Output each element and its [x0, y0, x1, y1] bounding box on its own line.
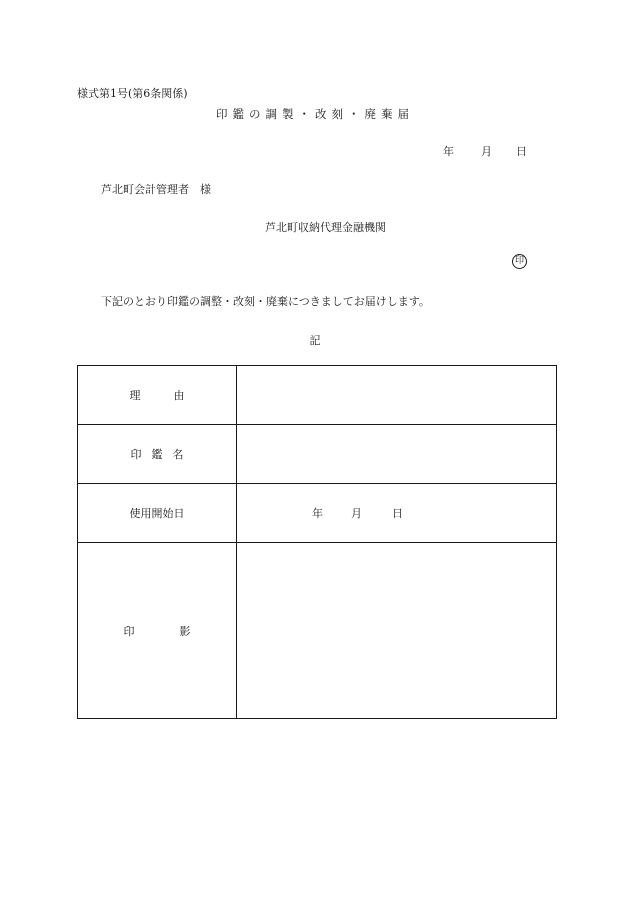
document-title: 印鑑の調製・改刻・廃棄届 — [216, 107, 414, 121]
impression-value-cell[interactable] — [237, 543, 557, 719]
date-month-label: 月 — [481, 145, 492, 158]
table-row-start-date — [78, 484, 557, 543]
date-year-label: 年 — [443, 145, 454, 158]
notification-table — [77, 365, 557, 719]
reason-label-part: 理 — [129, 389, 141, 402]
impression-label-part: 印 — [123, 624, 135, 638]
addressee: 芦北町会計管理者 様 — [101, 183, 211, 196]
table-row-reason — [78, 366, 557, 425]
reason-value-cell[interactable] — [237, 366, 557, 425]
table-row-impression — [78, 543, 557, 719]
body-text: 下記のとおり印鑑の調整・改刻・廃棄につきましてお届けします。 — [101, 295, 430, 308]
seal-mark-icon: 印 — [512, 254, 527, 269]
start-date-value-cell[interactable] — [237, 484, 557, 543]
start-date-year-label: 年 — [312, 507, 323, 520]
reason-label-part: 由 — [173, 389, 185, 402]
seal-name-label-part: 鑑 — [151, 448, 163, 461]
date-day-label: 日 — [516, 145, 527, 158]
seal-name-label-part: 名 — [172, 448, 184, 461]
ki-heading: 記 — [309, 334, 321, 347]
seal-name-value-cell[interactable] — [237, 425, 557, 484]
table-row-seal-name — [78, 425, 557, 484]
impression-label-part: 影 — [179, 624, 191, 638]
seal-name-label-part: 印 — [130, 448, 142, 461]
start-date-month-label: 月 — [351, 507, 362, 520]
impression-label-cell — [78, 543, 237, 719]
start-date-label: 使用開始日 — [78, 484, 237, 543]
seal-name-label-cell — [78, 425, 237, 484]
start-date-day-label: 日 — [392, 507, 403, 520]
form-number: 様式第1号(第6条関係) — [77, 87, 188, 100]
sender-name: 芦北町収納代理金融機関 — [265, 221, 386, 234]
reason-label-cell — [78, 366, 237, 425]
